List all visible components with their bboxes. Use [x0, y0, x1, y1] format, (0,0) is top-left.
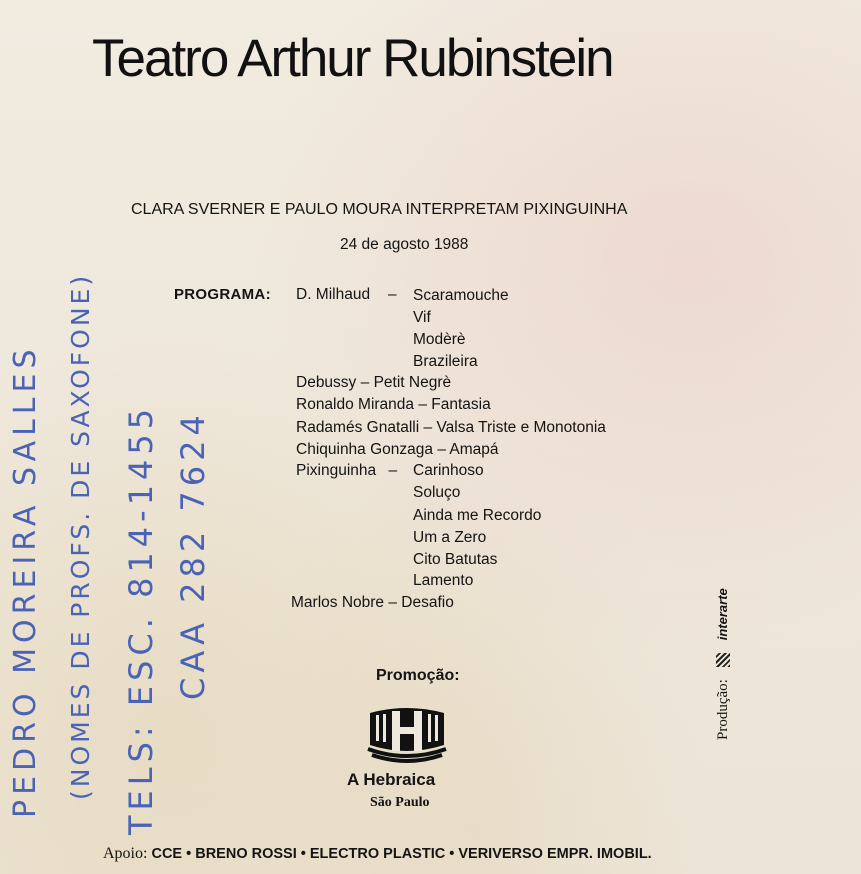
- piece: Lamento: [413, 572, 474, 589]
- concert-subtitle: CLARA SVERNER E PAULO MOURA INTERPRETAM PIXINGUINHA: [131, 201, 628, 218]
- production-label: Produção:: [715, 679, 731, 740]
- handwritten-phone-2: CAA 282 7624: [174, 410, 212, 700]
- piece: Fantasia: [431, 396, 491, 413]
- hebraica-name: A Hebraica: [347, 770, 436, 789]
- piece: Modèrè: [413, 331, 466, 348]
- promotion-label: Promoção:: [376, 667, 460, 684]
- program-line: [296, 396, 491, 414]
- separator: –: [418, 396, 427, 413]
- piece: Brazileira: [413, 353, 478, 370]
- program-line: [291, 594, 454, 612]
- separator: –: [388, 594, 397, 611]
- interarte-logo-icon: [716, 653, 730, 667]
- production-credit: [714, 560, 732, 740]
- hebraica-city: São Paulo: [370, 795, 430, 810]
- support-label: Apoio:: [103, 845, 148, 862]
- piece: Ainda me Recordo: [413, 507, 542, 524]
- separator: –: [423, 419, 433, 436]
- composer: Marlos Nobre: [291, 594, 385, 611]
- composer: Pixinguinha: [296, 462, 377, 479]
- program-label: PROGRAMA:: [174, 286, 271, 303]
- handwritten-name: PEDRO MOREIRA SALLES: [8, 344, 43, 818]
- concert-date: 24 de agosto 1988: [340, 236, 469, 253]
- composer: Chiquinha Gonzaga: [296, 441, 434, 458]
- separator: –: [360, 374, 370, 391]
- piece: Petit Negrè: [373, 374, 452, 391]
- piece: Soluço: [413, 484, 461, 501]
- theater-title: Teatro Arthur Rubinstein: [92, 29, 613, 88]
- composer: Radamés Gnatalli: [296, 419, 420, 436]
- piece: Cito Batutas: [413, 551, 498, 568]
- piece: Amapá: [449, 441, 499, 458]
- program-line: [296, 462, 397, 480]
- piece: Scaramouche: [413, 287, 509, 304]
- program-line: [296, 374, 451, 392]
- piece: Vif: [413, 309, 431, 326]
- handwritten-note: (NOMES DE PROFS. DE SAXOFONE): [66, 272, 95, 800]
- program-line: [296, 286, 397, 304]
- piece: Desafio: [401, 594, 454, 611]
- piece: Carinhoso: [413, 462, 484, 479]
- composer: Ronaldo Miranda: [296, 396, 415, 413]
- separator: –: [437, 441, 446, 458]
- composer: Debussy: [296, 374, 357, 391]
- hebraica-logo-icon: [364, 705, 450, 767]
- composer: D. Milhaud: [296, 286, 371, 303]
- support-credits: [103, 845, 652, 863]
- program-line: [296, 419, 606, 437]
- separator: –: [388, 286, 397, 303]
- piece: Um a Zero: [413, 529, 487, 546]
- support-sponsors: CCE • BRENO ROSSI • ELECTRO PLASTIC • VERIVERSO EMPR. IMOBIL.: [151, 846, 652, 862]
- piece: Valsa Triste e Monotonia: [436, 419, 606, 436]
- separator: –: [388, 462, 398, 479]
- production-brand: interarte: [715, 588, 730, 641]
- handwritten-phone-1: TELS: ESC. 814-1455: [122, 403, 160, 835]
- program-line: [296, 441, 499, 459]
